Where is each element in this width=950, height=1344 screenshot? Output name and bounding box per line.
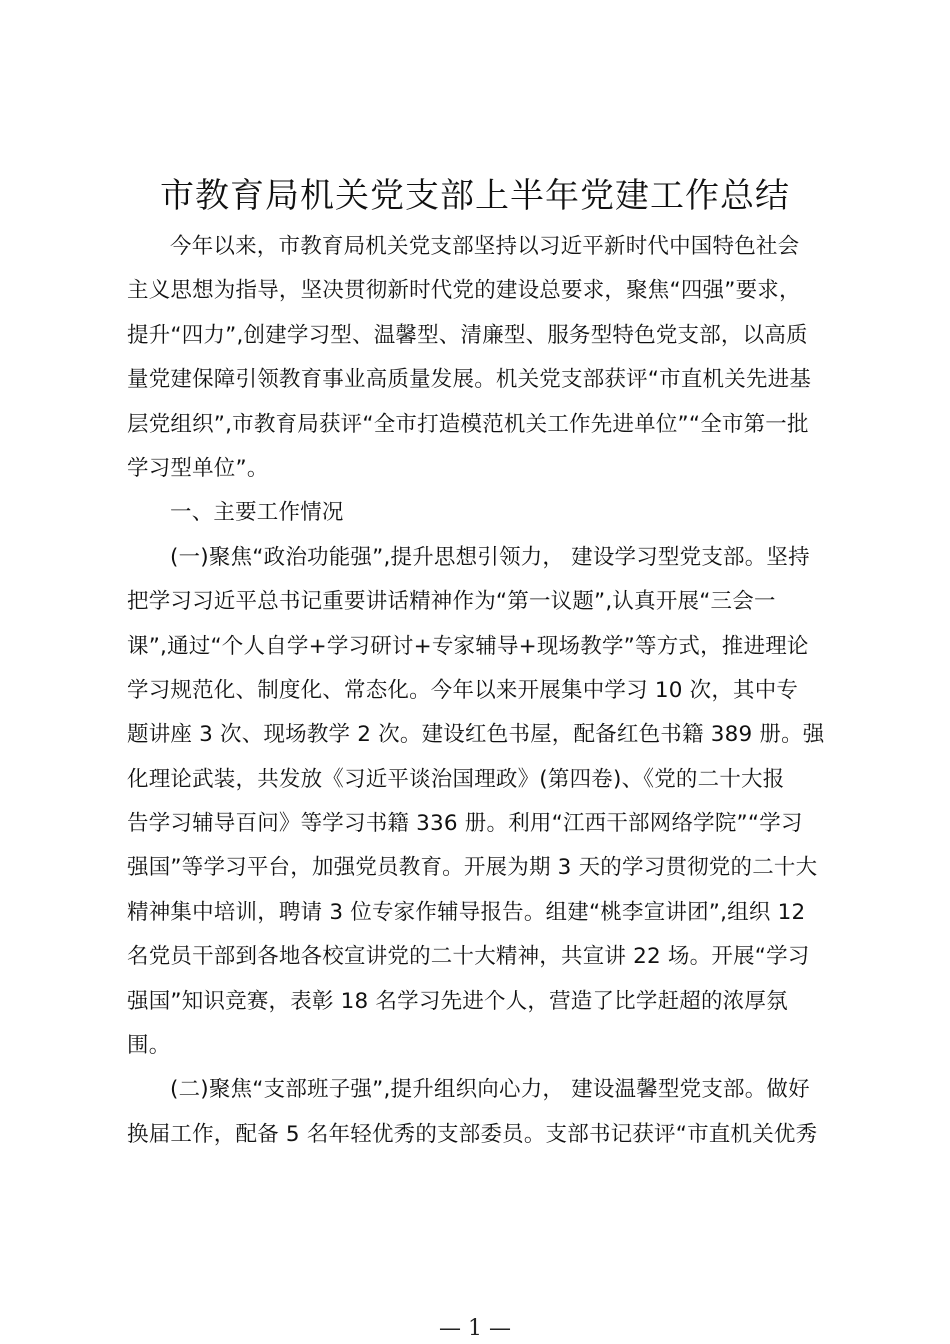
paragraph-line: 学习规范化、制度化、常态化。今年以来开展集中学习 10 次，其中专: [127, 677, 799, 703]
paragraph-line: 题讲座 3 次、现场教学 2 次。建设红色书屋，配备红色书籍 389 册。强: [127, 722, 825, 748]
paragraph-line: 强国”知识竞赛，表彰 18 名学习先进个人，营造了比学赶超的浓厚氛: [127, 988, 788, 1014]
page-number: — 1 —: [439, 1316, 511, 1341]
document-body: [127, 225, 832, 1157]
paragraph-line: 主义思想为指导，坚决贯彻新时代党的建设总要求，聚焦“四强”要求，: [127, 278, 801, 304]
paragraph-line: 提升“四力”,创建学习型、温馨型、清廉型、服务型特色党支部，以高质: [127, 322, 808, 348]
paragraph-line: 课”,通过“个人自学+学习研讨+专家辅导+现场教学”等方式，推进理论: [127, 633, 809, 659]
paragraph-line: 学习型单位”。: [127, 455, 269, 481]
paragraph-line: 强国”等学习平台，加强党员教育。开展为期 3 天的学习贯彻党的二十大: [127, 855, 818, 881]
paragraph-line: 名党员干部到各地各校宣讲党的二十大精神，共宣讲 22 场。开展“学习: [127, 944, 810, 970]
document-title: 市教育局机关党支部上半年党建工作总结: [160, 176, 790, 216]
paragraph-line: 层党组织”,市教育局获评“全市打造模范机关工作先进单位”“全市第一批: [127, 411, 809, 437]
paragraph-line: 今年以来，市教育局机关党支部坚持以习近平新时代中国特色社会: [170, 234, 800, 259]
paragraph-line: 精神集中培训，聘请 3 位专家作辅导报告。组建“桃李宣讲团”,组织 12: [127, 899, 806, 925]
section-heading: 一、主要工作情况: [170, 500, 344, 526]
paragraph-line: (二)聚焦“支部班子强”,提升组织向心力， 建设温馨型党支部。做好: [170, 1077, 810, 1103]
paragraph-line: 告学习辅导百问》等学习书籍 336 册。利用“江西干部网络学院”“学习: [127, 811, 803, 837]
paragraph-line: (一)聚焦“政治功能强”,提升思想引领力， 建设学习型党支部。坚持: [170, 544, 810, 570]
paragraph-line: 把学习习近平总书记重要讲话精神作为“第一议题”,认真开展“三会一: [127, 589, 776, 615]
paragraph-line: 换届工作，配备 5 名年轻优秀的支部委员。支部书记获评“市直机关优秀: [127, 1121, 818, 1147]
paragraph-line: 化理论武装，共发放《习近平谈治国理政》(第四卷)、《党的二十大报: [127, 766, 785, 792]
paragraph-line: 量党建保障引领教育事业高质量发展。机关党支部获评“市直机关先进基: [127, 367, 812, 393]
paragraph-line: 围。: [127, 1033, 171, 1059]
